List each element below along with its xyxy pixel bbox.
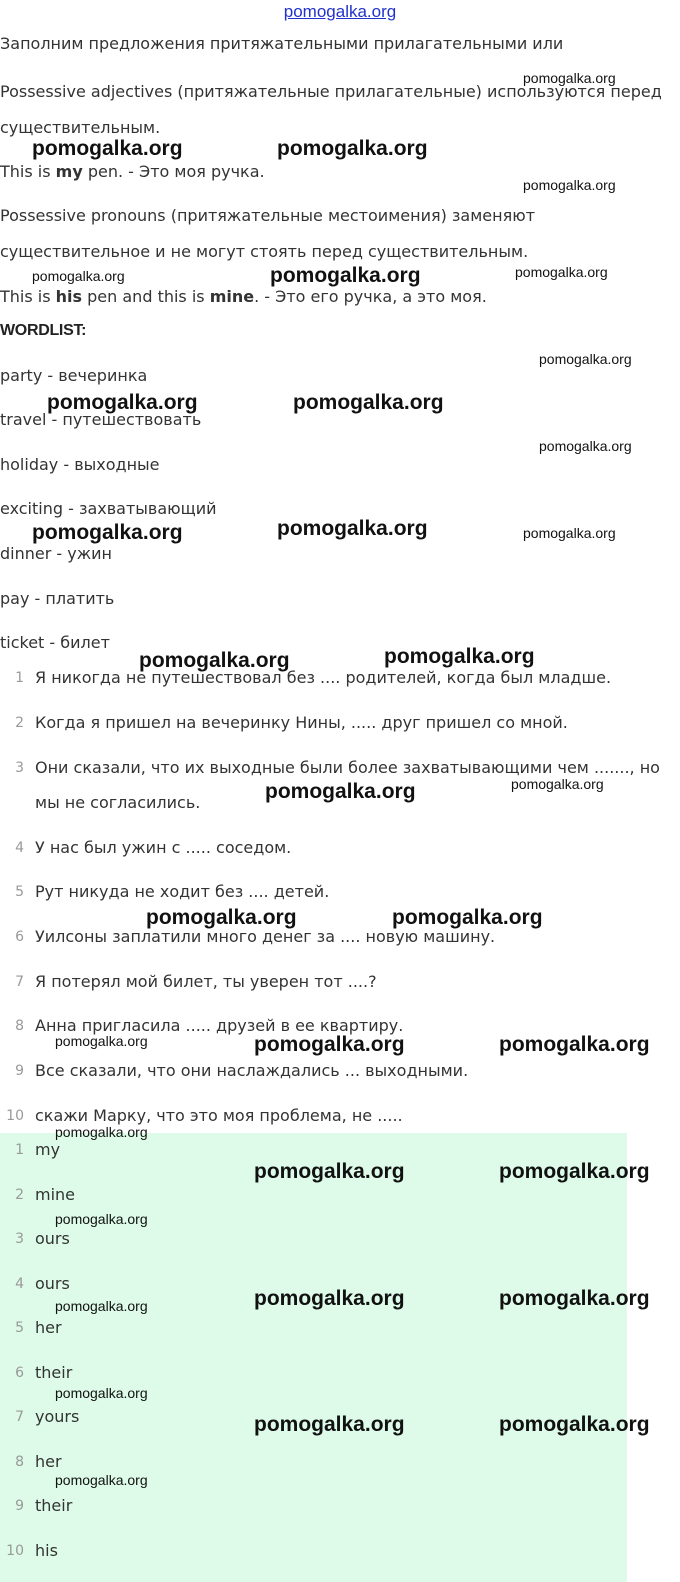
answer-text: yours — [35, 1407, 80, 1426]
wordlist-item: dinner - ужин — [0, 544, 112, 563]
answer-number: 4 — [15, 1276, 24, 1292]
watermark: pomogalka.org — [499, 1033, 650, 1056]
intro-line-2: Possessive adjectives (притяжательные прилагательные) используются перед — [0, 82, 662, 101]
exercise-number: 8 — [15, 1018, 24, 1034]
watermark: pomogalka.org — [511, 776, 604, 792]
exercise-text: скажи Марку, что это моя проблема, не ..... — [35, 1106, 403, 1125]
watermark: pomogalka.org — [539, 438, 632, 454]
watermark: pomogalka.org — [270, 264, 421, 287]
example-2-a: This is — [0, 287, 56, 306]
watermark: pomogalka.org — [499, 1287, 650, 1310]
watermark: pomogalka.org — [55, 1033, 148, 1049]
watermark: pomogalka.org — [47, 391, 198, 414]
exercise-number: 5 — [15, 884, 24, 900]
answer-number: 1 — [15, 1142, 24, 1158]
watermark: pomogalka.org — [293, 391, 444, 414]
example-2-c: pen and this is — [82, 287, 210, 306]
watermark: pomogalka.org — [55, 1298, 148, 1314]
exercise-number: 7 — [15, 974, 24, 990]
intro-line-3: существительным. — [0, 118, 161, 137]
watermark: pomogalka.org — [254, 1160, 405, 1183]
exercise-number: 3 — [15, 760, 24, 776]
wordlist-item: holiday - выходные — [0, 455, 160, 474]
watermark: pomogalka.org — [499, 1413, 650, 1436]
example-2-bold-2: mine — [209, 287, 255, 306]
example-2 — [0, 287, 487, 306]
watermark: pomogalka.org — [55, 1211, 148, 1227]
watermark: pomogalka.org — [55, 1385, 148, 1401]
example-1-a: This is — [0, 162, 56, 181]
answer-text: mine — [35, 1185, 76, 1204]
example-1-bold: my — [55, 162, 83, 181]
exercise-number: 4 — [15, 840, 24, 856]
answer-text: their — [35, 1496, 73, 1515]
answer-text: his — [35, 1541, 58, 1560]
watermark: pomogalka.org — [265, 780, 416, 803]
exercise-text: Когда я пришел на вечеринку Нины, ..... друг пришел со мной. — [35, 713, 568, 732]
answer-number: 3 — [15, 1231, 24, 1247]
watermark: pomogalka.org — [55, 1472, 148, 1488]
wordlist-item: pay - платить — [0, 589, 115, 608]
answer-number: 7 — [15, 1409, 24, 1425]
watermark: pomogalka.org — [254, 1287, 405, 1310]
watermark: pomogalka.org — [146, 906, 297, 929]
watermark: pomogalka.org — [523, 70, 616, 86]
exercise-text: Анна пригласила ..... друзей в ее квартиру. — [35, 1016, 404, 1035]
exercise-text: Я потерял мой билет, ты уверен тот ....? — [35, 972, 377, 991]
intro-line-1: Заполним предложения притяжательными прилагательными или — [0, 34, 564, 53]
answer-text: my — [35, 1140, 61, 1159]
answer-number: 10 — [6, 1543, 24, 1559]
watermark: pomogalka.org — [277, 137, 428, 160]
exercise-text: У нас был ужин с ..... соседом. — [35, 838, 292, 857]
exercise-number: 2 — [15, 715, 24, 731]
answer-text: her — [35, 1452, 62, 1471]
exercise-text-continued: мы не согласились. — [35, 793, 201, 812]
exercise-text: Я никогда не путешествовал без .... родителей, когда был младше. — [35, 668, 612, 687]
exercise-number: 1 — [15, 670, 24, 686]
answer-text: her — [35, 1318, 62, 1337]
answer-text: ours — [35, 1229, 70, 1248]
watermark: pomogalka.org — [32, 137, 183, 160]
answer-number: 8 — [15, 1454, 24, 1470]
watermark: pomogalka.org — [392, 906, 543, 929]
watermark: pomogalka.org — [139, 649, 290, 672]
watermark: pomogalka.org — [384, 645, 535, 668]
exercise-text: Все сказали, что они наслаждались ... выходными. — [35, 1061, 469, 1080]
watermark: pomogalka.org — [254, 1033, 405, 1056]
wordlist-item: ticket - билет — [0, 633, 110, 652]
watermark: pomogalka.org — [32, 268, 125, 284]
exercise-number: 9 — [15, 1063, 24, 1079]
answer-text: their — [35, 1363, 73, 1382]
answers-panel — [0, 1133, 627, 1582]
example-1-c: pen. - Это моя ручка. — [82, 162, 265, 181]
answer-number: 9 — [15, 1498, 24, 1514]
wordlist-item: party - вечеринка — [0, 366, 148, 385]
answer-text: ours — [35, 1274, 70, 1293]
watermark: pomogalka.org — [55, 1124, 148, 1140]
exercise-text: Рут никуда не ходит без .... детей. — [35, 882, 330, 901]
wordlist-item: travel - путешествовать — [0, 410, 202, 429]
example-2-e: . - Это его ручка, а это моя. — [254, 287, 487, 306]
answer-number: 5 — [15, 1320, 24, 1336]
exercise-number: 10 — [6, 1108, 24, 1124]
watermark: pomogalka.org — [254, 1413, 405, 1436]
intro-line-5: существительное и не могут стоять перед существительным. — [0, 242, 529, 261]
answer-number: 6 — [15, 1365, 24, 1381]
watermark: pomogalka.org — [499, 1160, 650, 1183]
watermark: pomogalka.org — [523, 177, 616, 193]
wordlist-item: exciting - захватывающий — [0, 499, 217, 518]
watermark: pomogalka.org — [277, 517, 428, 540]
watermark: pomogalka.org — [539, 351, 632, 367]
intro-line-4: Possessive pronouns (притяжательные местоимения) заменяют — [0, 206, 536, 225]
exercise-text: Они сказали, что их выходные были более захватывающими чем ......., но — [35, 758, 660, 777]
watermark: pomogalka.org — [515, 264, 608, 280]
example-2-bold-1: his — [55, 287, 83, 306]
wordlist-heading: WORDLIST: — [0, 322, 87, 339]
watermark: pomogalka.org — [523, 525, 616, 541]
answer-number: 2 — [15, 1187, 24, 1203]
example-1 — [0, 162, 265, 181]
exercise-number: 6 — [15, 929, 24, 945]
site-title-link[interactable]: pomogalka.org — [283, 2, 397, 21]
watermark: pomogalka.org — [32, 521, 183, 544]
exercise-text: Уилсоны заплатили много денег за .... новую машину. — [35, 927, 496, 946]
